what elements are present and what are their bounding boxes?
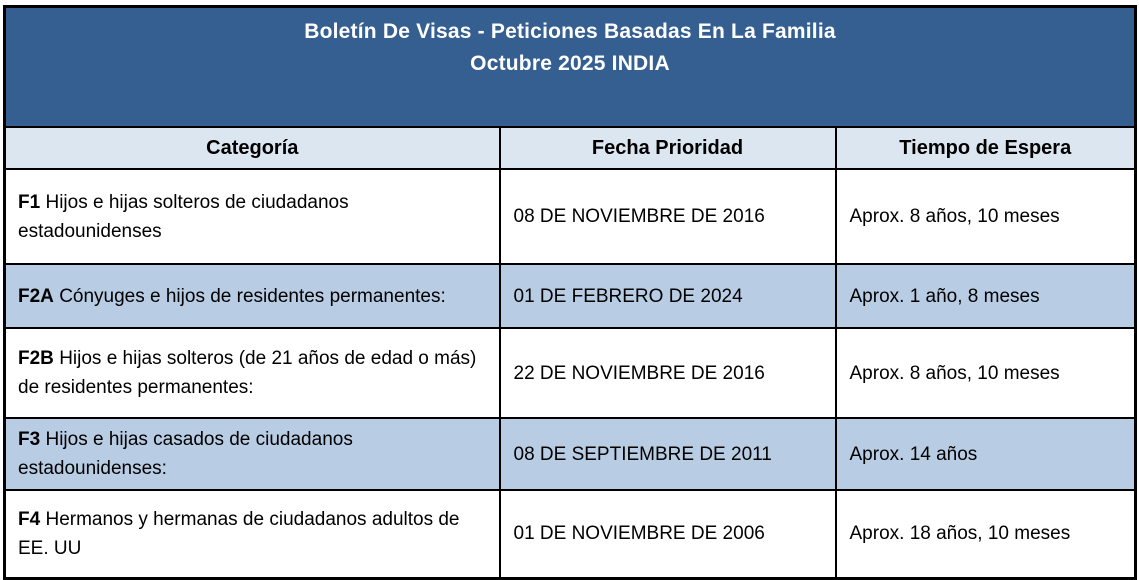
title-line-2: Octubre 2025 INDIA (470, 52, 670, 75)
category-cell (5, 328, 500, 418)
table-title (5, 7, 1136, 128)
category-code: F2A (18, 285, 54, 307)
category-cell (5, 264, 500, 328)
column-header-row (5, 127, 1136, 169)
wait-time-cell: Aprox. 18 años, 10 meses (836, 490, 1136, 578)
category-code: F1 (18, 191, 41, 213)
category-label: Hijos e hijas casados de ciudadanos estadounidenses: (18, 429, 353, 479)
column-header-tiempo-de-espera: Tiempo de Espera (836, 127, 1136, 169)
table-row (5, 264, 1136, 328)
category-label: Cónyuges e hijos de residentes permanentes: (59, 285, 446, 307)
table-row (5, 490, 1136, 578)
wait-time-cell: Aprox. 1 año, 8 meses (836, 264, 1136, 328)
category-code: F4 (18, 508, 41, 530)
column-header-categoria: Categoría (5, 127, 500, 169)
wait-time-cell: Aprox. 8 años, 10 meses (836, 169, 1136, 264)
category-label: Hermanos y hermanas de ciudadanos adultos de EE. UU (18, 508, 460, 559)
priority-date-cell: 01 DE NOVIEMBRE DE 2006 (500, 490, 836, 578)
wait-time-cell: Aprox. 8 años, 10 meses (836, 328, 1136, 418)
priority-date-cell: 01 DE FEBRERO DE 2024 (500, 264, 836, 328)
title-line-1: Boletín De Visas - Peticiones Basadas En La Familia (304, 20, 836, 43)
category-label: Hijos e hijas solteros de ciudadanos estadounidenses (18, 191, 349, 242)
category-cell (5, 490, 500, 578)
title-row (5, 7, 1136, 128)
priority-date-cell: 22 DE NOVIEMBRE DE 2016 (500, 328, 836, 418)
priority-date-cell: 08 DE NOVIEMBRE DE 2016 (500, 169, 836, 264)
wait-time-cell: Aprox. 14 años (836, 418, 1136, 490)
category-cell (5, 169, 500, 264)
priority-date-cell: 08 DE SEPTIEMBRE DE 2011 (500, 418, 836, 490)
table-row (5, 169, 1136, 264)
column-header-fecha-prioridad: Fecha Prioridad (500, 127, 836, 169)
visa-bulletin-table (3, 5, 1137, 580)
category-cell (5, 418, 500, 490)
category-label: Hijos e hijas solteros (de 21 años de edad o más) de residentes permanentes: (18, 348, 477, 398)
table-row (5, 328, 1136, 418)
category-code: F3 (18, 429, 41, 450)
table-row (5, 418, 1136, 490)
category-code: F2B (18, 348, 54, 369)
